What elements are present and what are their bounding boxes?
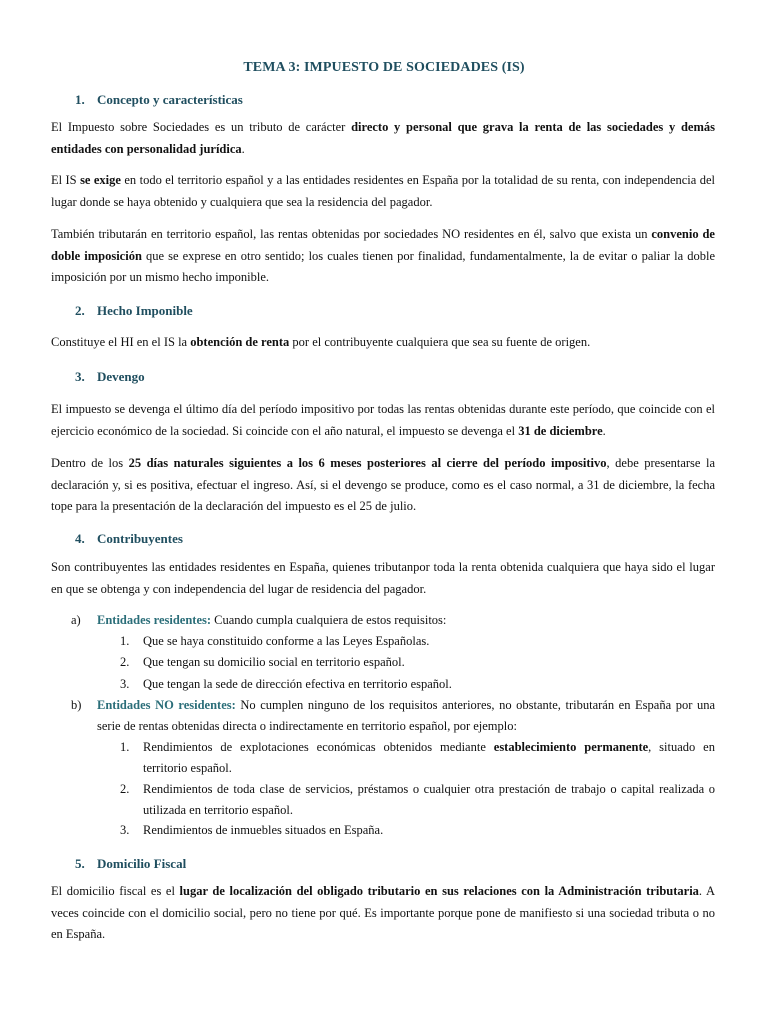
section-title: Domicilio Fiscal [97,856,187,871]
section-number: 5. [75,856,85,871]
paragraph: El IS se exige en todo el territorio español y a las entidades residentes en España por la totalidad de su renta, con independencia del lugar donde se haya obtenido y cualquiera que sea la residencia del pagador. [51,173,715,209]
section-title: Concepto y características [97,92,243,107]
paragraph: Dentro de los 25 días naturales siguientes a los 6 meses posteriores al cierre del período impositivo, debe presentarse la declaración y, si es positiva, efectuar el ingreso. Así, si el devengo se produce, como es el caso normal, a 31 de diciembre, la fecha tope para la presentación de la declaración del impuesto es el 25 de julio. [51,456,715,513]
list-number: 2. [120,782,130,796]
section-3-heading [75,369,145,385]
section-1-heading [75,92,243,108]
list-marker: b) [71,698,82,712]
section-number: 3. [75,369,85,384]
section-number: 2. [75,303,85,318]
section-number: 4. [75,531,85,546]
page-title: TEMA 3: IMPUESTO DE SOCIEDADES (IS) [243,60,525,75]
paragraph: Constituye el HI en el IS la obtención de renta por el contribuyente cualquiera que sea su fuente de origen. [51,335,591,349]
paragraph: El impuesto se devenga el último día del período impositivo por todas las rentas obtenidas durante este período, que coincide con el ejercicio económico de la sociedad. Si coincide con el año natural, el impuesto se devenga el 31 de diciembre. [51,402,715,438]
paragraph: También tributarán en territorio español, las rentas obtenidas por sociedades NO residentes en él, salvo que exista un convenio de doble imposición que se exprese en otro sentido; los cuales tienen por finalidad, fundamentalmente, la de evitar o paliar la doble imposición por un mismo hecho imponible. [51,227,715,284]
list-number: 3. [120,823,130,837]
paragraph: El Impuesto sobre Sociedades es un tributo de carácter directo y personal que grava la renta de las sociedades y demás entidades con personalidad jurídica. [51,120,715,156]
list-item: 2. Rendimientos de toda clase de servicios, préstamos o cualquier otra prestación de trabajo o capital realizada o utilizada en territorio español. [143,779,715,821]
section-title: Contribuyentes [97,531,183,546]
section-4-heading [75,531,183,547]
list-item-a: a) Entidades residentes: Cuando cumpla cualquiera de estos requisitos: [97,610,715,631]
list-number: 2. [120,655,130,669]
list-number: 1. [120,634,130,648]
list-item-b: b) Entidades NO residentes: No cumplen ninguno de los requisitos anteriores, no obstante, tributarán en España por una serie de rentas obtenidas directa o indirectamente en territorio español, por ejemplo: [97,695,715,737]
list-item: 1. Rendimientos de explotaciones económicas obtenidos mediante establecimiento permanente, situado en territorio español. [143,737,715,779]
section-number: 1. [75,92,85,107]
list-item: 1. Que se haya constituido conforme a las Leyes Españolas. [143,631,715,652]
list-label: Entidades NO residentes: [97,698,236,712]
section-2-heading [75,303,193,319]
list-item: 2. Que tengan su domicilio social en territorio español. [143,652,715,673]
list-marker: a) [71,613,81,627]
list-label: Entidades residentes: [97,613,212,627]
section-title: Hecho Imponible [97,303,193,318]
list-item: 3. Que tengan la sede de dirección efectiva en territorio español. [143,674,715,695]
paragraph: El domicilio fiscal es el lugar de localización del obligado tributario en sus relaciones con la Administración tributaria. A veces coincide con el domicilio social, pero no tiene por qué. Es importante porque pone de manifiesto si una sociedad tributa o no en España. [51,884,715,941]
section-5-heading [75,856,186,872]
list-item: 3. Rendimientos de inmuebles situados en España. [143,820,715,841]
list-number: 3. [120,677,130,691]
list-number: 1. [120,740,130,754]
section-title: Devengo [97,369,145,384]
paragraph: Son contribuyentes las entidades residentes en España, quienes tributanpor toda la renta obtenida cualquiera que haya sido el lugar en que se obtenga y con independencia del lugar de residencia del pagador. [51,560,715,596]
